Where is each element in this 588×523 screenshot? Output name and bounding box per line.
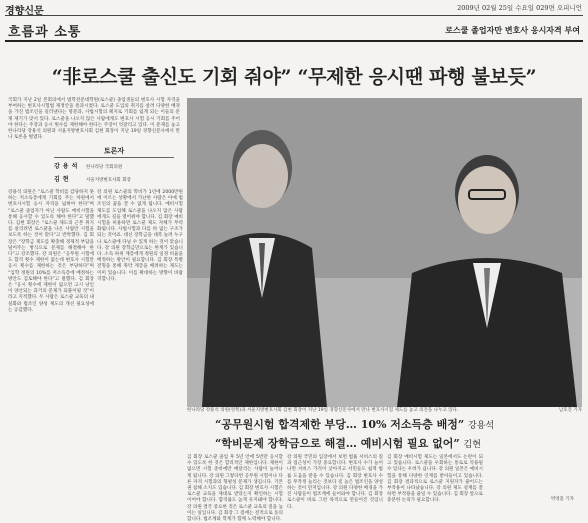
subhead-2-text: “학비문제 장학금으로 해결… 예비시험 필요 없어” [215, 437, 460, 450]
top-rule [5, 15, 583, 16]
photo-caption [187, 407, 582, 413]
photo-illustration [187, 98, 582, 407]
panel-name: 강용석 [54, 163, 81, 170]
panel-role: 한나라당 국회의원 [86, 165, 123, 170]
subhead-2 [215, 435, 481, 451]
body-column-4: 강 의원 국민의 입장에서 보면 법률 서비스의 질과 접근성이 가장 중요합니다. 변호사 수가 늘어나면 서비스 가격이 낮아지고 서민들도 쉽게 법률 도움을 받을 수 있습니다. 김 회장 변호사 수를 무작정 늘리는 것보다 질 높은 법조인을 양성하는 것이 먼저입니다. 강 의원 다양한 배경을 가진 사람들이 법조계에 들어와야 합니다. 김 회장 로스쿨이 바로 그런 목적으로 만들어진 것입니다. [287, 455, 383, 510]
subhead-1 [215, 416, 494, 432]
kicker: 로스쿨 졸업자만 변호사 응시자격 부여 [445, 26, 580, 35]
caption-text: 한나라당 강용석 의원(왼쪽)과 서울지방변호사회 김현 회장이 지난 19일 경향신문사에서 만나 변호사시험 제도를 놓고 의견을 나누고 있다. [187, 408, 459, 413]
panel-title: 토론자 [54, 146, 174, 158]
panel-row [54, 161, 174, 170]
panel-role: 서울지방변호사회 회장 [86, 178, 131, 183]
byline: 박영흠 기자 [550, 497, 574, 502]
body-column-2: 강 의원 로스쿨의 학비가 1년에 2000만원에 이르는 상황에서 가난한 사람은 아예 법조인의 꿈을 꿀 수 없게 됩니다. 예비시험 제도를 도입해 로스쿨을 나오지 않은 사람에게도 길을 열어줘야 합니다. 김 회장 예비시험을 허용하면 로스쿨 제도 자체가 무력화됩니다. 사법시험과 다를 바 없는 구조가 되는 것이죠. 대신 장학금을 대폭 늘려 누구나 로스쿨에 다닐 수 있게 하는 것이 맞습니다. 강 의원 장학금만으로는 한계가 있습니다. 소득 하위 계층에게 정원의 일정 비율을 배정하는 방안이 필요합니다. 김 회장 특별전형을 통해 취약 계층을 배려하는 제도는 이미 있습니다. 이를 확대하는 방향이 바람직합니다. [97, 190, 183, 282]
dateline: 2009년 02월 25일 수요일 029면 오피니언 [457, 4, 582, 12]
photo-credit: 남호진 기자 [558, 408, 582, 413]
body-column-5: 김 회장 예비시험 제도는 일본에서도 논란이 되고 있습니다. 로스쿨을 우회하는 통로로 악용될 수 있다는 우려가 큽니다. 강 의원 일본은 예비시험을 통해 다양한 인재를 받아들이고 있습니다. 김 회장 결과적으로 로스쿨 지원자가 줄어드는 부작용이 나타났습니다. 강 의원 제도 설계를 잘 하면 부작용을 줄일 수 있습니다. 김 회장 앞으로 충분한 논의가 필요합니다. [387, 455, 483, 504]
masthead: 경향신문 [5, 6, 44, 17]
section-title: 흐름과 소통 [8, 25, 82, 40]
subhead-2-name: 김현 [463, 440, 481, 450]
lead-paragraph: 국회가 지난 2일 본회의에서 법학전문대학원(로스쿨) 졸업생들의 변호사 시험 자격을 부여하는 변호사시험법 제정안을 통과시켰다. 로스쿨 도입의 취지를 살려 다양한 배경을 가진 법조인을 길러낸다는 명분과, 사법시험의 폐지로 기회를 잃게 되는 이들의 문제 제기가 맞서 있다. 로스쿨을 나오지 않은 사람에게도 변호사 시험 응시 기회를 주어야 한다는 주장과 응시 횟수를 제한해야 한다는 주장이 엇갈리고 있다. 이 문제를 놓고 한나라당 강용석 의원과 서울지방변호사회 김현 회장이 지난 19일 경향신문사에서 만나 토론을 벌였다. [8, 98, 180, 141]
body-column-1: 강용석 의원은 “로스쿨 학비를 감당하지 못하는 저소득층에게 기회를 주는 차원에서 변호사시험 응시 자격을 넓혀야 한다”며 “로스쿨 졸업자가 아닌 사람도 예비시험을 통해 응시할 수 있도록 해야 한다”고 말했다. 김현 회장은 “로스쿨 제도의 근본 취지를 살리려면 로스쿨을 나온 사람만 시험을 보도록 하는 것이 맞다”고 반박했다. 김 회장은 “장학금 제도를 확충해 경제적 부담을 덜어주는 방식으로 문제를 해결해야 한다”고 강조했다. 강 의원은 “공무원 시험에도 합격 횟수 제한이 없는데 변호사 시험만 응시 횟수를 제한하는 것은 부당하다”며 “입학 정원의 10%를 저소득층에 배정하는 방안도 검토해야 한다”고 말했다. 김 회장은 “응시 횟수에 제한이 없으면 고시 낭인이 양산되는 과거의 문제가 되풀이될 것”이라고 지적했다. 두 사람은 로스쿨 교육의 내실화와 법조인 양성 제도의 개선 필요성에는 공감했다. [8, 190, 94, 313]
subhead-1-text: “공무원시험 합격제한 부당… 10% 저소득층 배정” [215, 418, 465, 431]
section-rule [5, 40, 583, 42]
debater-panel [54, 146, 174, 187]
body-column-3: 김 회장 로스쿨 졸업 후 5년 안에 5번만 응시할 수 있도록 한 것은 합리적인 제한입니다. 제한이 없으면 시험 준비에만 매달리는 사람이 늘어나게 됩니다. 강 의원 그렇다면 공무원 시험이나 다른 자격 시험과의 형평성 문제가 생깁니다. 기본권 침해 소지도 있습니다. 김 회장 변호사 시험은 로스쿨 교육을 제대로 받았는지 확인하는 시험이어야 합니다. 합격률도 높게 유지돼야 합니다. 강 의원 결국 중요한 것은 로스쿨 교육의 질을 높이는 일입니다. 김 회장 그 점에는 전적으로 동의합니다. 법조계와 학계가 함께 노력해야 합니다. [187, 455, 283, 523]
debate-photo [187, 98, 582, 407]
panel-name: 김현 [54, 176, 72, 183]
panel-row [54, 174, 174, 183]
headline: “非로스쿨 출신도 기회 줘야” “무제한 응시땐 파행 불보듯” [51, 66, 537, 88]
subhead-1-name: 강용석 [468, 421, 495, 431]
